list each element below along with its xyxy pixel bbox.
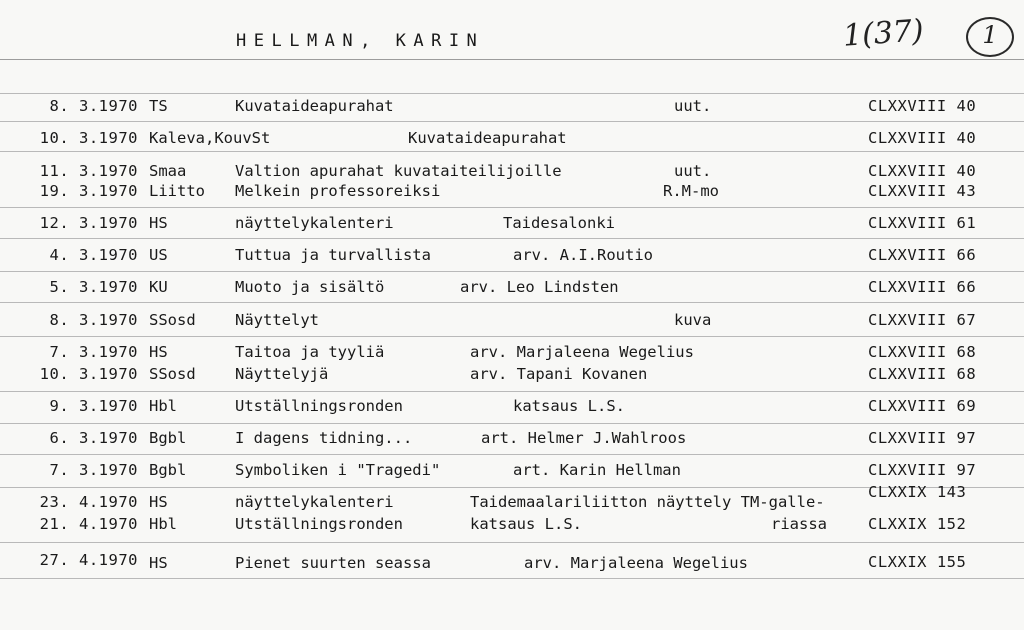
entry-ref: CLXXVIII 61	[868, 214, 977, 232]
entry-source: SSosd	[149, 311, 196, 329]
entry-title: Näyttelyjä	[235, 365, 329, 383]
entry-date: 7. 3.1970	[49, 461, 138, 479]
entry-source: Kaleva,KouvSt	[149, 129, 271, 147]
handwritten-page-count: 1(37)	[841, 13, 925, 54]
card-name-heading: HELLMAN, KARIN	[236, 31, 485, 51]
entry-ref: CLXXVIII 67	[868, 311, 977, 329]
entry-note: arv. A.I.Routio	[513, 246, 653, 264]
ruled-line	[0, 271, 1024, 272]
entry-note: katsaus L.S.	[513, 397, 625, 415]
entry-note: R.M-mo	[663, 182, 719, 200]
entry-ref: CLXXVIII 40	[868, 129, 977, 147]
entry-ref: CLXXVIII 97	[868, 461, 977, 479]
entry-source: Hbl	[149, 515, 177, 533]
entry-ref: CLXXVIII 69	[868, 397, 977, 415]
entry-date: 8. 3.1970	[49, 311, 138, 329]
entry-date: 10. 3.1970	[39, 129, 138, 147]
entry-note: Taidesalonki	[503, 214, 615, 232]
entry-title: Melkein professoreiksi	[235, 182, 441, 200]
entry-source: US	[149, 246, 168, 264]
entry-source: HS	[149, 343, 168, 361]
entry-ref: CLXXIX 152	[868, 515, 967, 533]
entry-date: 27. 4.1970	[39, 551, 138, 569]
entry-source: SSosd	[149, 365, 196, 383]
entry-date: 5. 3.1970	[49, 278, 138, 296]
entry-ref: CLXXIX 155	[868, 553, 967, 571]
entry-note: art. Helmer J.Wahlroos	[481, 429, 687, 447]
entry-note: katsaus L.S.	[470, 515, 582, 533]
entry-note: kuva	[674, 311, 712, 329]
entry-date: 19. 3.1970	[39, 182, 138, 200]
ruled-line	[0, 93, 1024, 94]
entry-date: 6. 3.1970	[49, 429, 138, 447]
ruled-line	[0, 302, 1024, 303]
handwritten-number-text: 1	[982, 21, 998, 49]
ruled-line	[0, 121, 1024, 122]
entry-source: TS	[149, 97, 168, 115]
entry-ref: CLXXVIII 66	[868, 278, 977, 296]
entry-title: I dagens tidning...	[235, 429, 413, 447]
entry-date: 23. 4.1970	[39, 493, 138, 511]
entry-ref: CLXXVIII 40	[868, 97, 977, 115]
ruled-line	[0, 423, 1024, 424]
entry-ref: CLXXVIII 40	[868, 162, 977, 180]
handwritten-circled-number	[966, 17, 1014, 57]
entry-title: Valtion apurahat kuvataiteilijoille	[235, 162, 562, 180]
entry-date: 4. 3.1970	[49, 246, 138, 264]
entry-note: art. Karin Hellman	[513, 461, 681, 479]
entry-ref: CLXXVIII 68	[868, 343, 977, 361]
ruled-line	[0, 336, 1024, 337]
ruled-line	[0, 391, 1024, 392]
entry-title: näyttelykalenteri	[235, 493, 394, 511]
ruled-line	[0, 542, 1024, 543]
entry-source: Liitto	[149, 182, 205, 200]
entry-source: HS	[149, 493, 168, 511]
entry-title: Utställningsronden	[235, 397, 403, 415]
entry-source: HS	[149, 214, 168, 232]
entry-title: Symboliken i "Tragedi"	[235, 461, 441, 479]
entry-title: Tuttua ja turvallista	[235, 246, 431, 264]
entry-date: 9. 3.1970	[49, 397, 138, 415]
entry-source: Bgbl	[149, 429, 187, 447]
entry-note: uut.	[674, 97, 712, 115]
entry-note: arv. Marjaleena Wegelius	[524, 554, 748, 572]
entry-note: Taidemaalariliitton näyttely TM-galle-	[470, 493, 825, 511]
entry-ref: CLXXVIII 66	[868, 246, 977, 264]
entry-note: uut.	[674, 162, 712, 180]
entry-date: 11. 3.1970	[39, 162, 138, 180]
entry-note: arv. Marjaleena Wegelius	[470, 343, 694, 361]
entry-title: Kuvataideapurahat	[235, 97, 394, 115]
entry-ref: CLXXVIII 68	[868, 365, 977, 383]
ruled-line	[0, 238, 1024, 239]
entry-source: HS	[149, 554, 168, 572]
ruled-line	[0, 207, 1024, 208]
entry-title: Näyttelyt	[235, 311, 319, 329]
entry-title: näyttelykalenteri	[235, 214, 394, 232]
entry-ref: CLXXVIII 97	[868, 429, 977, 447]
entry-source: KU	[149, 278, 168, 296]
ruled-line	[0, 151, 1024, 152]
entry-note: arv. Leo Lindsten	[460, 278, 619, 296]
ruled-line	[0, 454, 1024, 455]
entry-source: Hbl	[149, 397, 177, 415]
entry-note: Kuvataideapurahat	[408, 129, 567, 147]
entry-date: 8. 3.1970	[49, 97, 138, 115]
ruled-line	[0, 578, 1024, 579]
entry-date: 12. 3.1970	[39, 214, 138, 232]
entry-source: Bgbl	[149, 461, 187, 479]
header-rule	[0, 59, 1024, 60]
entry-note-continuation: riassa	[771, 515, 827, 533]
entry-ref: CLXXVIII 43	[868, 182, 977, 200]
entry-note: arv. Tapani Kovanen	[470, 365, 648, 383]
entry-title: Taitoa ja tyyliä	[235, 343, 385, 361]
entry-title: Utställningsronden	[235, 515, 403, 533]
entry-ref: CLXXIX 143	[868, 483, 967, 501]
entry-date: 10. 3.1970	[39, 365, 138, 383]
entry-title: Muoto ja sisältö	[235, 278, 385, 296]
entry-date: 21. 4.1970	[39, 515, 138, 533]
entry-title: Pienet suurten seassa	[235, 554, 431, 572]
entry-source: Smaa	[149, 162, 187, 180]
entry-date: 7. 3.1970	[49, 343, 138, 361]
